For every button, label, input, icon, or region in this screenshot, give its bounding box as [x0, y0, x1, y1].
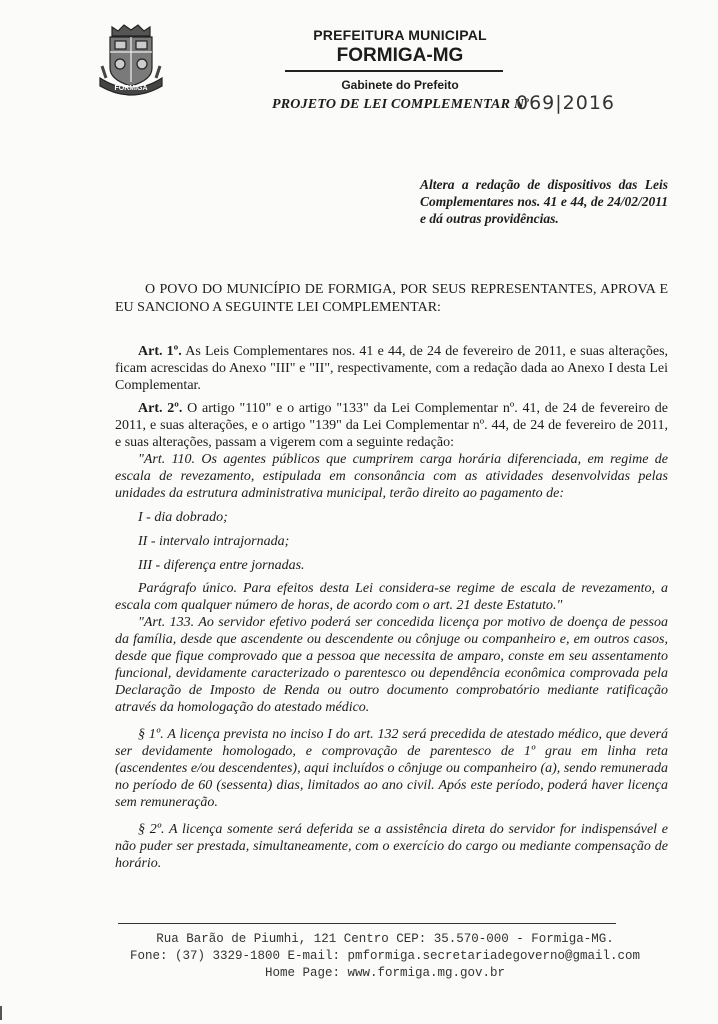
paragraph-2: § 2º. A licença somente será deferida se a assistência direta do servidor for indispensável e não puder ser prestada, simultaneamente, com o exercício do cargo ou mediante compensação de horário.	[115, 822, 668, 871]
bill-title: PROJETO DE LEI COMPLEMENTAR Nº	[272, 97, 529, 112]
quoted-article-110: "Art. 110. Os agentes públicos que cumprirem carga horária diferenciada, em regime de escala de revezamento, estipulada em consonância com as atividades desenvolvidas pelas unidades da estrutura administrativa municipal, terão direito ao pagamento de:	[115, 452, 668, 501]
header-prefeitura: PREFEITURA MUNICIPAL	[313, 27, 487, 43]
paragraph-1: § 1º. A licença prevista no inciso I do art. 132 será precedida de atestado médico, que deverá ser devidamente homologado, e comprovação de parentesco de 1º grau em linha reta (ascendentes e/ou descendentes), aqui incluídos o cônjuge ou companheiro (a), sendo remunerada no período de 60 (sessenta) dias, limitados ao ano civil. Após este período, poderá haver licença sem remuneração.	[115, 727, 668, 810]
scan-edge-mark	[0, 1006, 2, 1020]
header-underline	[285, 70, 503, 72]
enacting-clause	[115, 281, 668, 317]
article-2-label: Art. 2º.	[138, 401, 183, 416]
bill-summary: Altera a redação de dispositivos das Leis Complementares nos. 41 e 44, de 24/02/2011 e dá outras providências.	[420, 177, 668, 226]
footer-contact: Fone: (37) 3329-1800 E-mail: pmformiga.secretariadegoverno@gmail.com	[129, 949, 641, 963]
enacting-clause-text: O POVO DO MUNICÍPIO DE FORMIGA, POR SEUS REPRESENTANTES, APROVA E EU SANCIONO A SEGUINTE LEI COMPLEMENTAR:	[115, 282, 668, 315]
list-item-3: III - diferença entre jornadas.	[138, 558, 305, 573]
list-item-2: II - intervalo intrajornada;	[138, 534, 290, 549]
article-2-text: O artigo "110" e o artigo "133" da Lei Complementar nº. 41, de 24 de fevereiro de 2011, e suas alterações, e o artigo "139" da Lei Complementar nº. 44, de 24 de fevereiro de 2011, e suas alterações, passam a vigerem com a seguinte redação:	[115, 401, 669, 450]
bill-number-handwritten: 069|2016	[516, 92, 616, 114]
article-1	[115, 343, 668, 394]
header-city: FORMIGA-MG	[336, 45, 464, 66]
footer-address: Rua Barão de Piumhi, 121 Centro CEP: 35.570-000 - Formiga-MG.	[156, 932, 614, 946]
footer-divider	[118, 923, 616, 924]
sole-paragraph: Parágrafo único. Para efeitos desta Lei considera-se regime de escala de revezamento, a escala com qualquer número de horas, de acordo com o art. 21 deste Estatuto."	[115, 581, 668, 613]
coat-of-arms-seal	[98, 22, 164, 96]
article-2	[115, 400, 668, 451]
footer-homepage: Home Page: www.formiga.mg.gov.br	[264, 966, 506, 980]
document-body	[115, 343, 668, 872]
seal-ribbon-text: FORMIGA	[114, 85, 148, 92]
footer	[85, 931, 685, 982]
header-gabinete: Gabinete do Prefeito	[341, 78, 459, 92]
article-1-label: Art. 1º.	[138, 344, 182, 359]
article-1-text: As Leis Complementares nos. 41 e 44, de 24 de fevereiro de 2011, e suas alterações, ficam acrescidas do Anexo "III" e "II", respectivamente, com a redação dada ao Anexo I desta Lei Complementar.	[115, 344, 669, 393]
quoted-article-133: "Art. 133. Ao servidor efetivo poderá ser concedida licença por motivo de doença de pessoa da família, desde que ascendente ou descendente ou cônjuge ou companheiro e, em outros casos, desde que fique comprovado que a pessoa que necessita de amparo, conste em seu assentamento funcional, devidamente caracterizado o parentesco ou dependência econômica comprovada pela Declaração de Imposto de Renda ou outro documento comprobatório mediante ratificação através da homologação do atestado médico.	[115, 615, 668, 715]
list-item-1: I - dia dobrado;	[138, 510, 228, 525]
